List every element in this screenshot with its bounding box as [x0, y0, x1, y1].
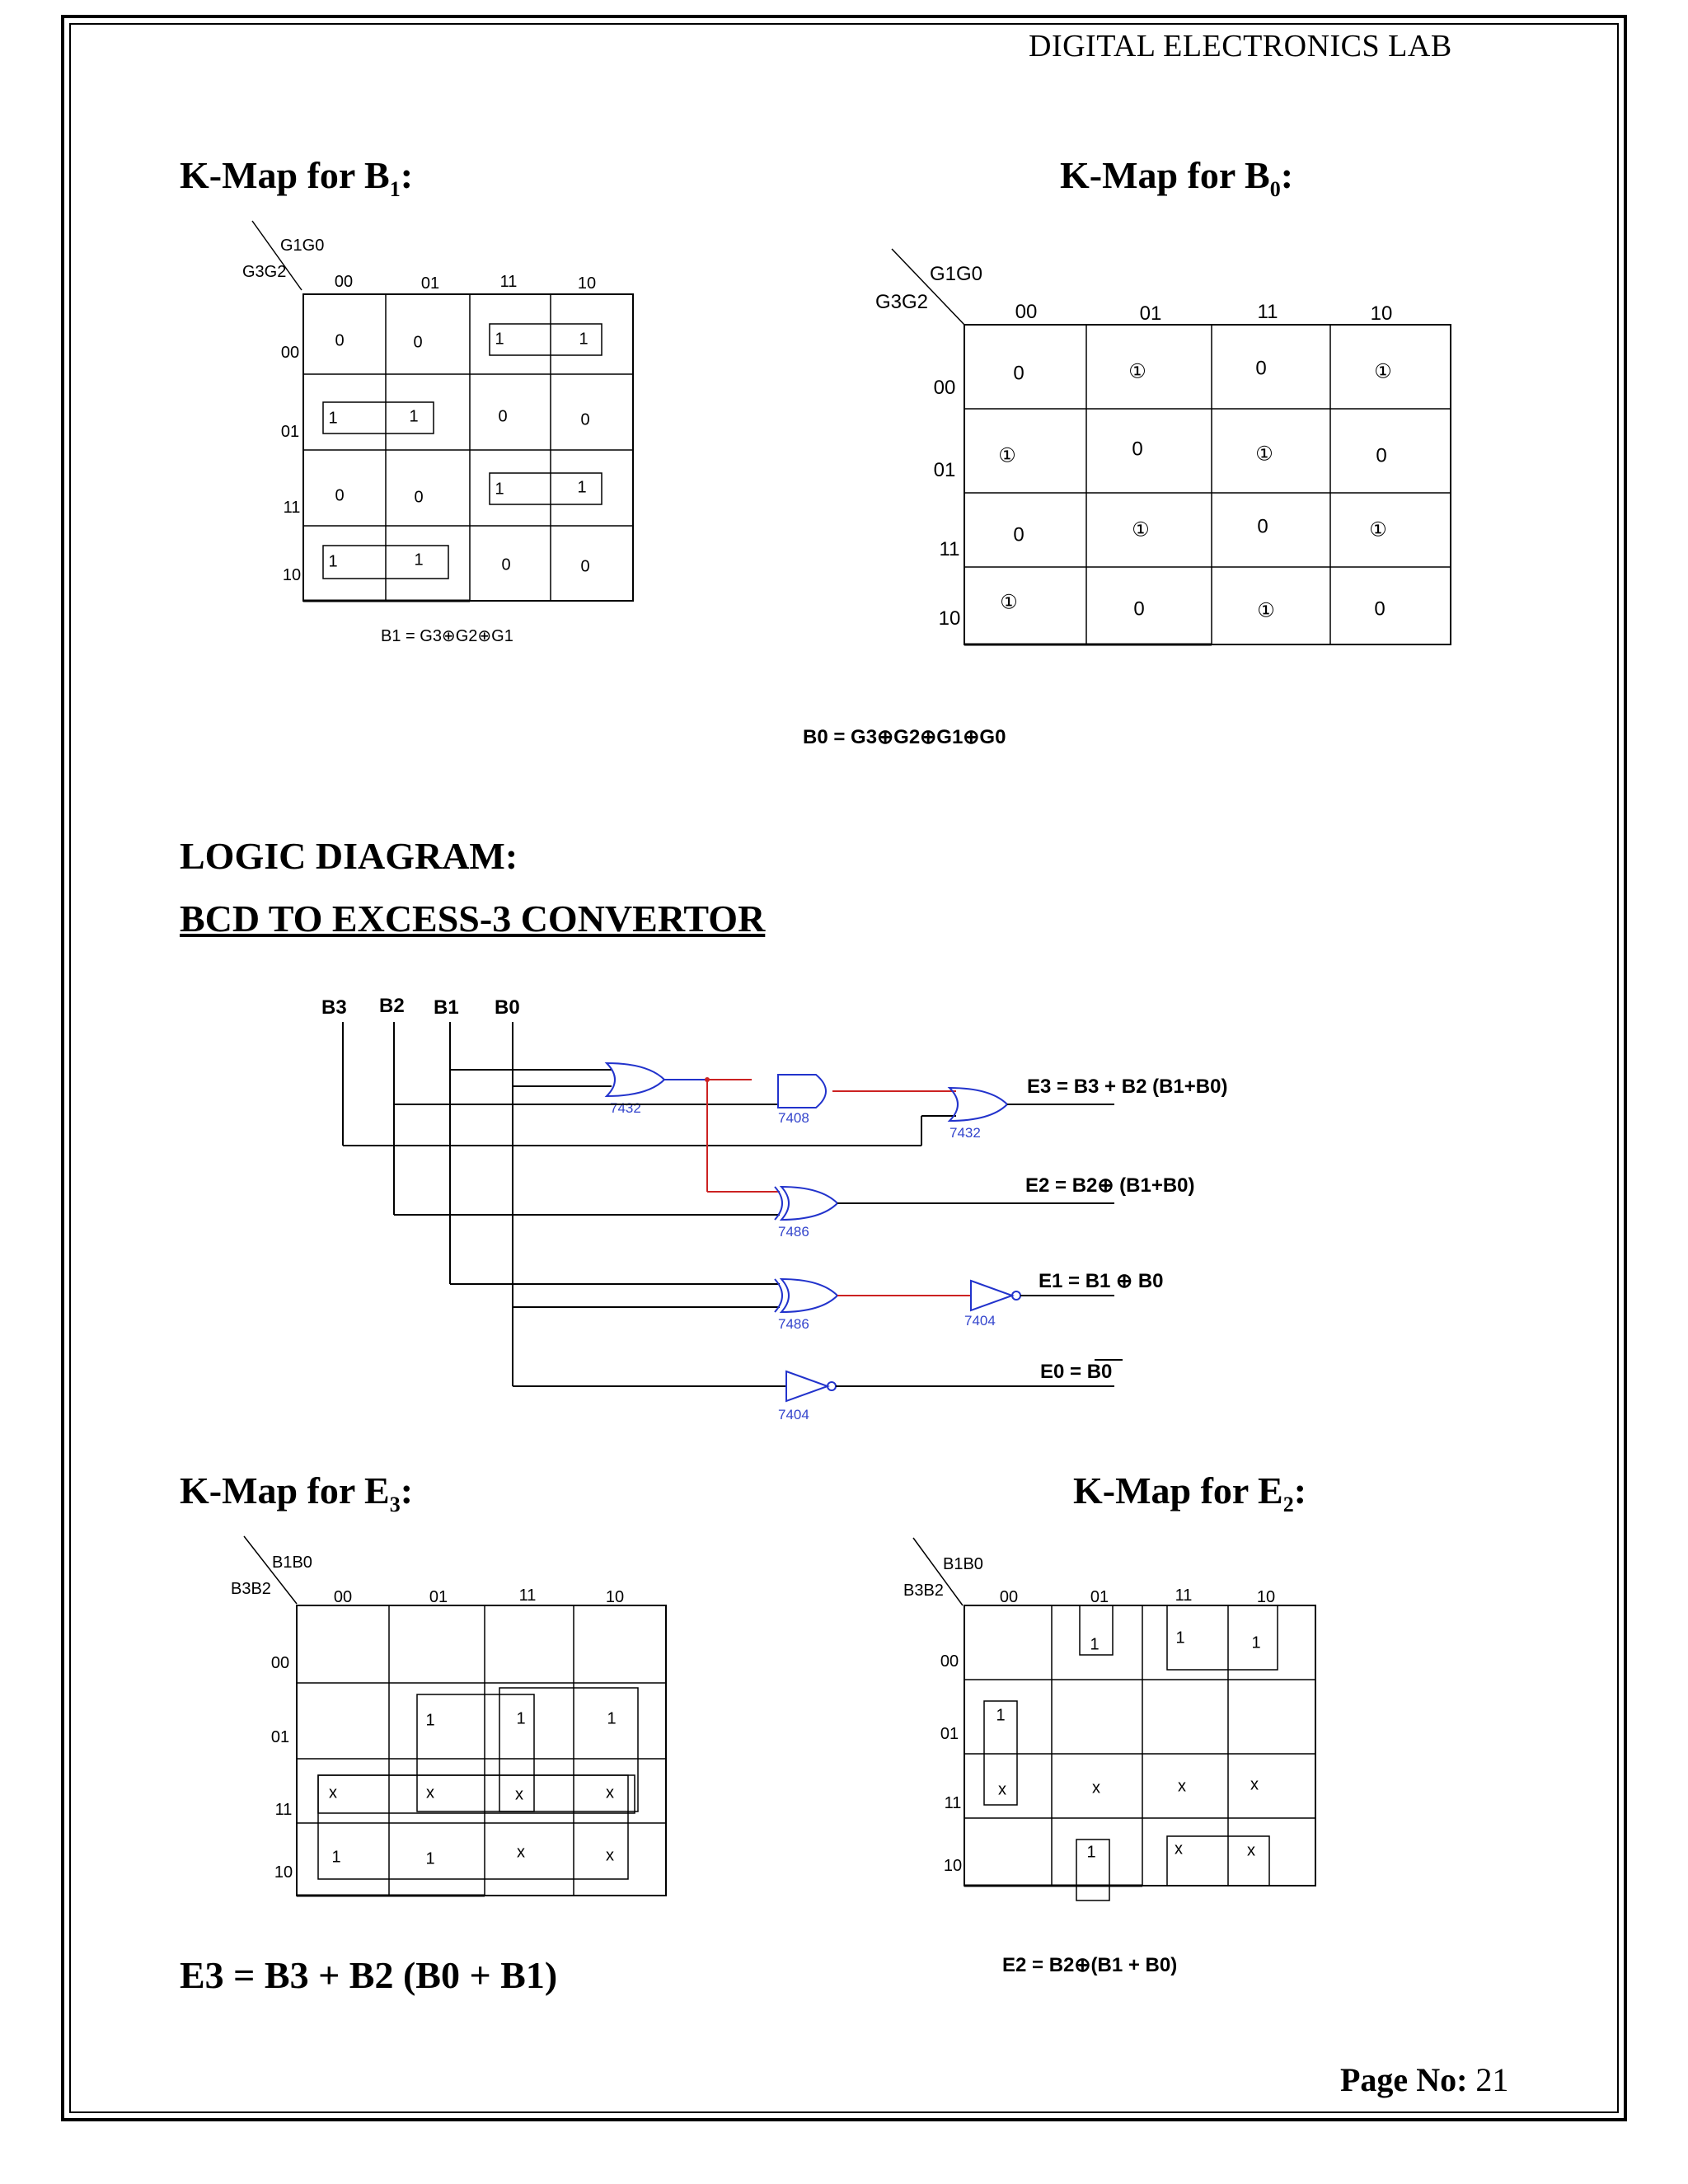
kmap-b0-col-label: 01: [1139, 302, 1162, 325]
kmap-b0-cell: 0: [1013, 523, 1025, 546]
kmap-e2-cell: 1: [1175, 1629, 1185, 1647]
kmap-b1-cell: 1: [495, 330, 504, 349]
kmap-e2-var-left: B3B2: [903, 1582, 944, 1600]
kmap-e3-col-label: 11: [518, 1586, 537, 1605]
kmap-e2-row-label: 11: [944, 1794, 962, 1812]
heading-logic-diagram: LOGIC DIAGRAM:: [180, 835, 518, 877]
kmap-b1-row-label: 00: [280, 344, 300, 362]
kmap-b0-cell: 0: [1013, 362, 1025, 385]
kmap-e2-col-label: 10: [1256, 1588, 1276, 1606]
output-e2-label: E2 = B2⊕ (B1+B0): [1025, 1174, 1195, 1197]
kmap-e3-cell: x: [515, 1785, 523, 1804]
kmap-b1-row-label: 01: [280, 423, 300, 441]
kmap-b0-cell: ①: [1257, 599, 1275, 622]
kmap-b1-cell: 1: [495, 480, 504, 499]
kmap-b0-cell: 0: [1255, 357, 1267, 380]
kmap-e3-col-label: 10: [605, 1588, 625, 1606]
kmap-b1-cell: 0: [580, 410, 590, 429]
lab-title: DIGITAL ELECTRONICS LAB: [1029, 29, 1452, 63]
kmap-e3-cell: 1: [607, 1709, 617, 1728]
chip-label-and1: 7408: [778, 1110, 809, 1126]
kmap-b0-col-label: 11: [1257, 301, 1278, 323]
kmap-b1-cell: 0: [335, 331, 345, 350]
kmap-b1-col-label: 10: [577, 274, 597, 293]
kmap-e2-equation: E2 = B2⊕(B1 + B0): [1002, 1954, 1178, 1976]
chip-label-xor1: 7486: [778, 1224, 809, 1240]
kmap-e3-equation: E3 = B3 + B2 (B0 + B1): [180, 1954, 558, 1996]
kmap-b1-cell: 1: [577, 478, 587, 497]
kmap-b0-col-label: 00: [1015, 301, 1038, 323]
kmap-e3-cell: 1: [425, 1711, 435, 1730]
kmap-e3-cell: x: [517, 1843, 525, 1862]
kmap-b0-cell: ①: [1000, 591, 1018, 614]
kmap-e3-row-label: 11: [274, 1801, 293, 1819]
output-e1-label: E1 = B1 ⊕ B0: [1039, 1270, 1164, 1292]
input-label-b2: B2: [379, 995, 405, 1017]
page-number: Page No: 21: [1340, 2061, 1509, 2098]
kmap-b1-cell: 0: [335, 486, 345, 505]
kmap-b0-row-label: 10: [938, 607, 961, 630]
kmap-b1-col-label: 11: [499, 273, 518, 291]
kmap-b0-cell: ①: [1128, 360, 1146, 383]
kmap-e2-cell: 1: [1086, 1843, 1096, 1862]
kmap-b0-cell: ①: [1132, 518, 1150, 541]
kmap-e3-cell: x: [329, 1783, 337, 1802]
chip-label-xor2: 7486: [778, 1316, 809, 1332]
chip-label-not2: 7404: [778, 1407, 809, 1422]
kmap-e2-row-label: 00: [940, 1652, 959, 1671]
kmap-b0-row-label: 11: [939, 538, 960, 560]
kmap-e3-cell: 1: [425, 1849, 435, 1868]
kmap-e2-col-label: 01: [1090, 1588, 1109, 1606]
chip-label-or1: 7432: [610, 1100, 641, 1116]
input-label-b3: B3: [321, 996, 347, 1019]
output-e3-label: E3 = B3 + B2 (B1+B0): [1027, 1076, 1228, 1098]
kmap-e2-cell: x: [1175, 1840, 1183, 1858]
kmap-e3-row-label: 10: [274, 1863, 293, 1882]
kmap-b1-col-label: 00: [334, 273, 354, 291]
kmap-b1-cell: 0: [580, 557, 590, 576]
chip-label-or2: 7432: [950, 1125, 981, 1141]
kmap-b1-cell: 0: [498, 407, 508, 426]
kmap-b0-row-label: 01: [933, 459, 956, 481]
kmap-b1-cell: 0: [413, 333, 423, 352]
chip-label-not1: 7404: [964, 1313, 996, 1329]
kmap-e2-cell: x: [1247, 1841, 1255, 1860]
kmap-b1-equation: B1 = G3⊕G2⊕G1: [381, 627, 513, 645]
kmap-e2-row-label: 10: [943, 1857, 963, 1875]
kmap-b0-var-left: G3G2: [875, 291, 929, 313]
kmap-e2-cell: 1: [1251, 1633, 1261, 1652]
kmap-b1-cell: 1: [414, 551, 424, 569]
kmap-b1-cell: 1: [328, 552, 338, 571]
kmap-e3-cell: 1: [331, 1848, 341, 1867]
kmap-b0-col-label: 10: [1370, 302, 1393, 325]
heading-kmap-e3: K-Map for $E_3$:: [180, 1469, 414, 1517]
kmap-b1-cell: 1: [328, 409, 338, 428]
output-e0-label: E0 = B0: [1040, 1361, 1113, 1383]
kmap-b0-cell: ①: [1255, 443, 1273, 466]
kmap-b0-cell: 0: [1132, 438, 1143, 461]
kmap-b0-cell: ①: [998, 444, 1016, 467]
input-label-b0: B0: [495, 996, 520, 1019]
kmap-e3-col-label: 00: [333, 1588, 353, 1606]
kmap-b0-cell: 0: [1133, 598, 1145, 621]
kmap-e3-var-left: B3B2: [231, 1580, 271, 1598]
kmap-e2-cell: x: [1178, 1777, 1186, 1796]
kmap-b1-var-top: G1G0: [280, 237, 325, 255]
kmap-e2-col-label: 11: [1175, 1586, 1193, 1605]
kmap-e2-col-label: 00: [999, 1588, 1019, 1606]
kmap-e3-cell: x: [426, 1783, 434, 1802]
kmap-b0-cell: ①: [1374, 360, 1392, 383]
kmap-b1-cell: 0: [501, 555, 511, 574]
kmap-e2-cell: 1: [996, 1706, 1006, 1725]
heading-kmap-b1: K-Map for $B_1$:: [180, 154, 414, 202]
kmap-e3-cell: x: [606, 1846, 614, 1865]
kmap-b1-cell: 0: [414, 488, 424, 507]
input-label-b1: B1: [434, 996, 459, 1019]
kmap-b0-cell: ①: [1369, 518, 1387, 541]
kmap-e2-row-label: 01: [940, 1725, 959, 1743]
kmap-b0-cell: 0: [1257, 515, 1268, 538]
kmap-b1-row-label: 10: [282, 566, 302, 584]
kmap-b1-var-left: G3G2: [242, 263, 287, 281]
kmap-e3-col-label: 01: [429, 1588, 448, 1606]
kmap-e2-var-top: B1B0: [943, 1555, 983, 1573]
kmap-e2-cell: x: [1092, 1779, 1100, 1797]
kmap-e3-cell: 1: [516, 1709, 526, 1728]
kmap-b0-var-top: G1G0: [930, 263, 983, 285]
kmap-b0-cell: 0: [1374, 598, 1386, 621]
kmap-e2-cell: x: [1250, 1775, 1259, 1794]
kmap-b1-col-label: 01: [420, 274, 440, 293]
kmap-e3-cell: x: [606, 1783, 614, 1802]
kmap-b1-cell: 1: [579, 330, 588, 349]
kmap-e3-row-label: 00: [270, 1654, 290, 1672]
kmap-b0-equation: B0 = G3⊕G2⊕G1⊕G0: [803, 726, 1006, 748]
kmap-b1-cell: 1: [409, 407, 419, 426]
heading-kmap-b0: K-Map for $B_0$:: [1060, 154, 1294, 202]
kmap-e2-cell: x: [998, 1780, 1006, 1799]
heading-converter: BCD TO EXCESS-3 CONVERTOR: [180, 898, 766, 940]
kmap-b0-row-label: 00: [933, 377, 956, 399]
heading-kmap-e2: K-Map for $E_2$:: [1073, 1469, 1307, 1517]
kmap-e3-row-label: 01: [270, 1728, 290, 1746]
kmap-b1-row-label: 11: [283, 499, 301, 517]
kmap-b0-cell: 0: [1376, 444, 1387, 467]
kmap-e2-cell: 1: [1090, 1635, 1100, 1654]
kmap-e3-var-top: B1B0: [272, 1554, 312, 1572]
